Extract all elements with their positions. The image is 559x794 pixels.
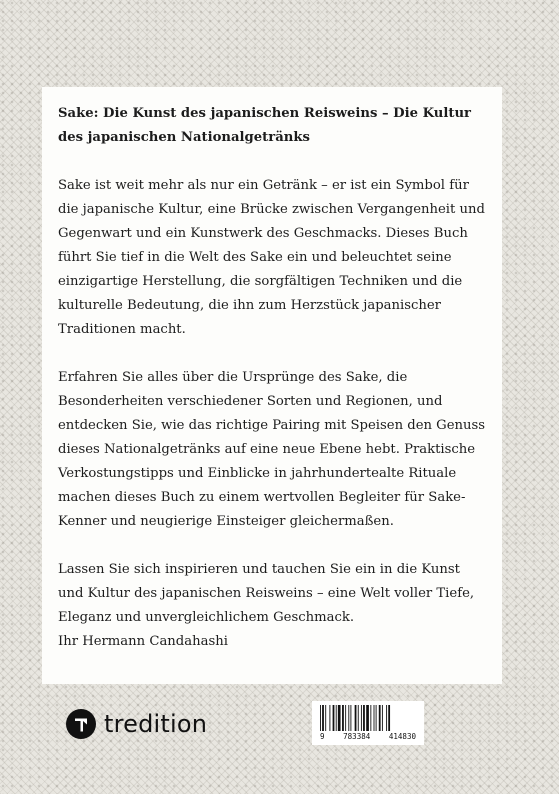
blurb-paragraph-1: Sake ist weit mehr als nur ein Getränk – er ist ein Symbol für die japanische Kultur, eine Brücke zwischen Vergangenheit und Gegenwart und ein Kunstwerk des Geschmacks. Dieses Buch führt Sie tief in die Welt des Sake ein und beleuchtet seine einzigartige Herstellung, die sorgfältigen Techniken und die kulturelle Bedeutung, die ihn zum Herzstück japanischer Traditionen macht. xyxy=(58,178,485,337)
publisher-logo xyxy=(66,706,207,742)
isbn-first-digit: 9 xyxy=(320,732,325,741)
blurb-paragraph-2: Erfahren Sie alles über die Ursprünge des Sake, die Besonderheiten verschiedener Sorten und Regionen, und entdecken Sie, wie das richtige Pairing mit Speisen den Genuss dieses Nationalgetränks auf eine neue Ebene hebt. Praktische Verkostungstipps und Einblicke in jahrhundertealte Rituale machen dieses Buch zu einem wertvollen Begleiter für Sake-Kenner und neugierige Einsteiger gleichermaßen. xyxy=(58,370,486,529)
author-signature: Ihr Hermann Candahashi xyxy=(58,634,228,649)
barcode-bars xyxy=(318,705,418,731)
isbn-right-group: 414830 xyxy=(388,732,416,741)
publisher-name: tredition xyxy=(104,710,208,738)
book-title: Sake: Die Kunst des japanischen Reisweins – Die Kultur des japanischen Nationalgetränks xyxy=(58,106,472,145)
isbn-barcode xyxy=(312,701,424,745)
isbn-left-group: 783384 xyxy=(343,732,371,741)
back-cover-text-panel xyxy=(42,87,502,684)
isbn-number xyxy=(318,732,418,741)
blurb-paragraph-3: Lassen Sie sich inspirieren und tauchen Sie ein in die Kunst und Kultur des japanischen Reisweins – eine Welt voller Tiefe, Eleganz und unvergleichlichem Geschmack. xyxy=(58,562,475,625)
tredition-logo-icon xyxy=(66,709,96,739)
